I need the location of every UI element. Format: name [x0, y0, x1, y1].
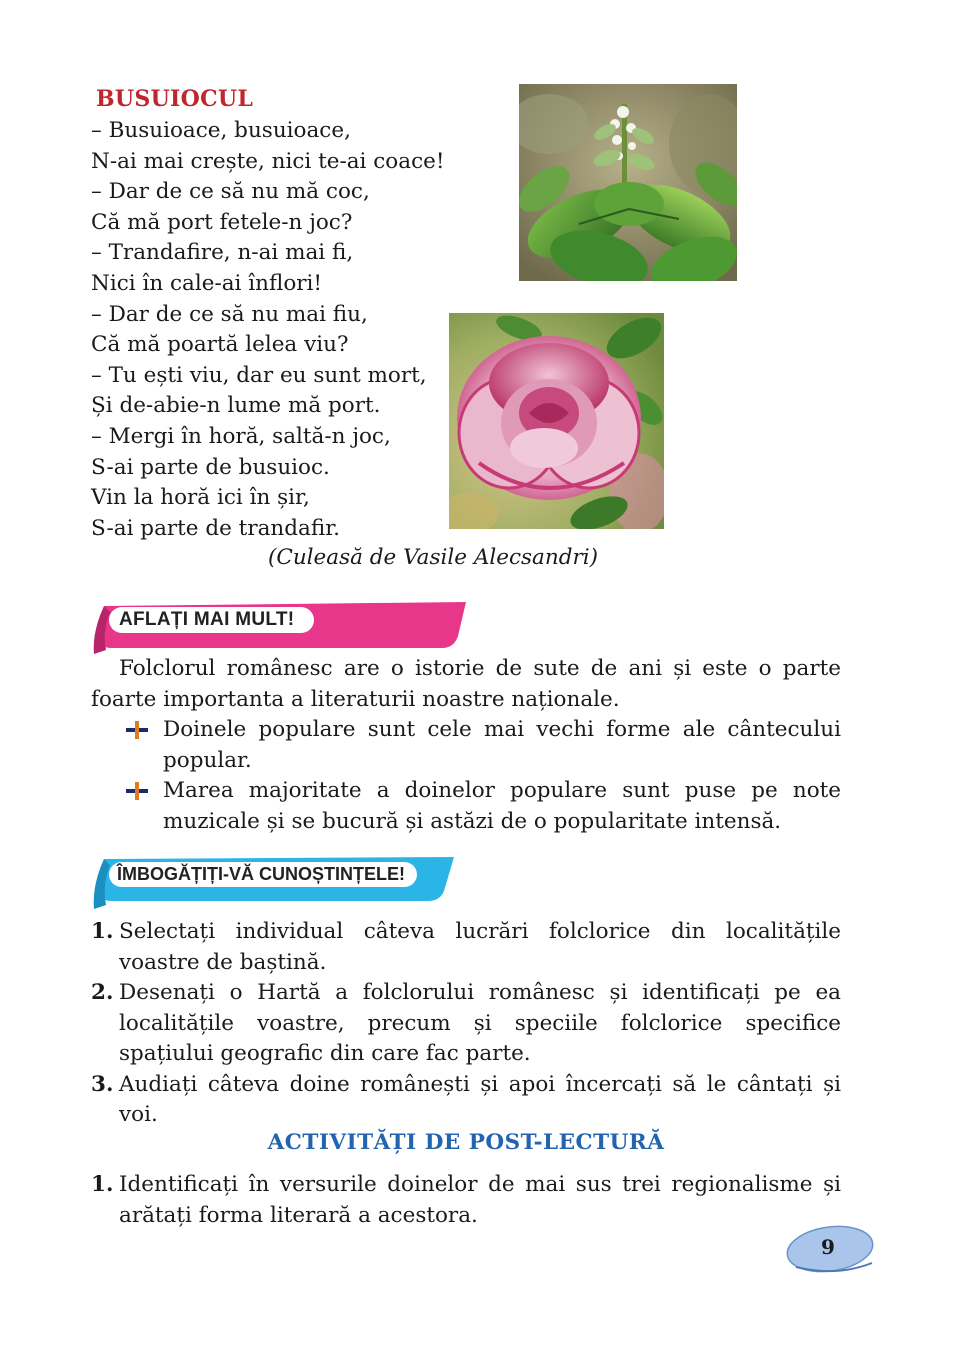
poem-line: – Dar de ce să nu mai fiu, [91, 301, 368, 327]
aflati-banner-label: AFLAȚI MAI MULT! [109, 607, 314, 633]
aflati-banner [92, 602, 468, 656]
post-lectura-heading: ACTIVITĂȚI DE POST-LECTURĂ [267, 1130, 665, 1155]
imbogatiti-banner-label: ÎMBOGĂȚIȚI-VĂ CUNOȘTINȚELE! [109, 862, 417, 887]
poem-verses [91, 116, 444, 544]
poem-title: BUSUIOCUL [96, 86, 254, 112]
list-item [126, 715, 841, 776]
post-lectura-list [91, 1170, 841, 1231]
list-item [91, 978, 841, 1070]
imbogatiti-list [91, 917, 841, 1131]
list-item [126, 776, 841, 837]
poem-line: Și de-abie-n lume mă port. [91, 393, 381, 419]
poem-line: Că mă port fetele-n joc? [91, 209, 353, 235]
poem-line: S-ai parte de trandafir. [91, 515, 340, 541]
list-item [91, 1070, 841, 1131]
item-text: Identificați în versurile doinelor de mai sus trei regionalisme și arătați forma literară a acestora. [119, 1172, 841, 1228]
poem-line: – Mergi în horă, saltă-n joc, [91, 423, 391, 449]
bullet-text: Doinele populare sunt cele mai vechi forme ale cântecului popular. [163, 717, 841, 773]
poem-line: Că mă poartă lelea viu? [91, 332, 349, 358]
item-number: 1. [91, 1172, 114, 1197]
poem-line: – Trandafire, n-ai mai fi, [91, 240, 354, 266]
imbogatiti-banner [92, 857, 456, 911]
poem-line: Vin la horă ici în șir, [91, 485, 310, 511]
plus-bullet-icon [126, 782, 148, 800]
item-number: 1. [91, 919, 114, 944]
item-text: Selectați individual câteva lucrări folclorice din localitățile voastre de baștină. [119, 919, 841, 975]
poem-line: – Busuioace, busuioace, [91, 118, 351, 143]
item-text: Desenați o Hartă a folclorului românesc și identificați pe ea localitățile voastre, precum și speciile folclorice specifice spațiului geografic din care fac parte. [119, 980, 841, 1066]
item-number: 3. [91, 1071, 114, 1097]
item-number: 2. [91, 980, 114, 1005]
bullet-text: Marea majoritate a doinelor populare sunt puse pe note muzicale și se bucură și astăzi de o popularitate intensă. [163, 778, 841, 834]
list-item [91, 1170, 841, 1231]
poem-line: – Tu ești viu, dar eu sunt mort, [91, 362, 427, 388]
rose-image [449, 313, 664, 529]
basil-image [519, 84, 737, 281]
poem-line: N-ai mai crește, nici te-ai coace! [91, 148, 445, 174]
item-text: Audiați câteva doine românești și apoi încercați să le cântați și voi. [119, 1071, 841, 1127]
folclor-paragraph [91, 654, 841, 715]
aflati-bullets [126, 715, 841, 837]
page-number-badge [786, 1221, 880, 1275]
poem-source: (Culeasă de Vasile Alecsandri) [268, 545, 598, 570]
list-item [91, 917, 841, 978]
folclor-paragraph-text: Folclorul românesc are o istorie de sute de ani și este o parte foarte importanta a literaturii noastre naționale. [91, 656, 841, 712]
page-number: 9 [821, 1235, 835, 1259]
plus-bullet-icon [126, 721, 148, 739]
poem-line: Nici în cale-ai înflori! [91, 270, 323, 296]
poem-line: S-ai parte de busuioc. [91, 454, 330, 480]
poem-line: – Dar de ce să nu mă coc, [91, 179, 370, 205]
